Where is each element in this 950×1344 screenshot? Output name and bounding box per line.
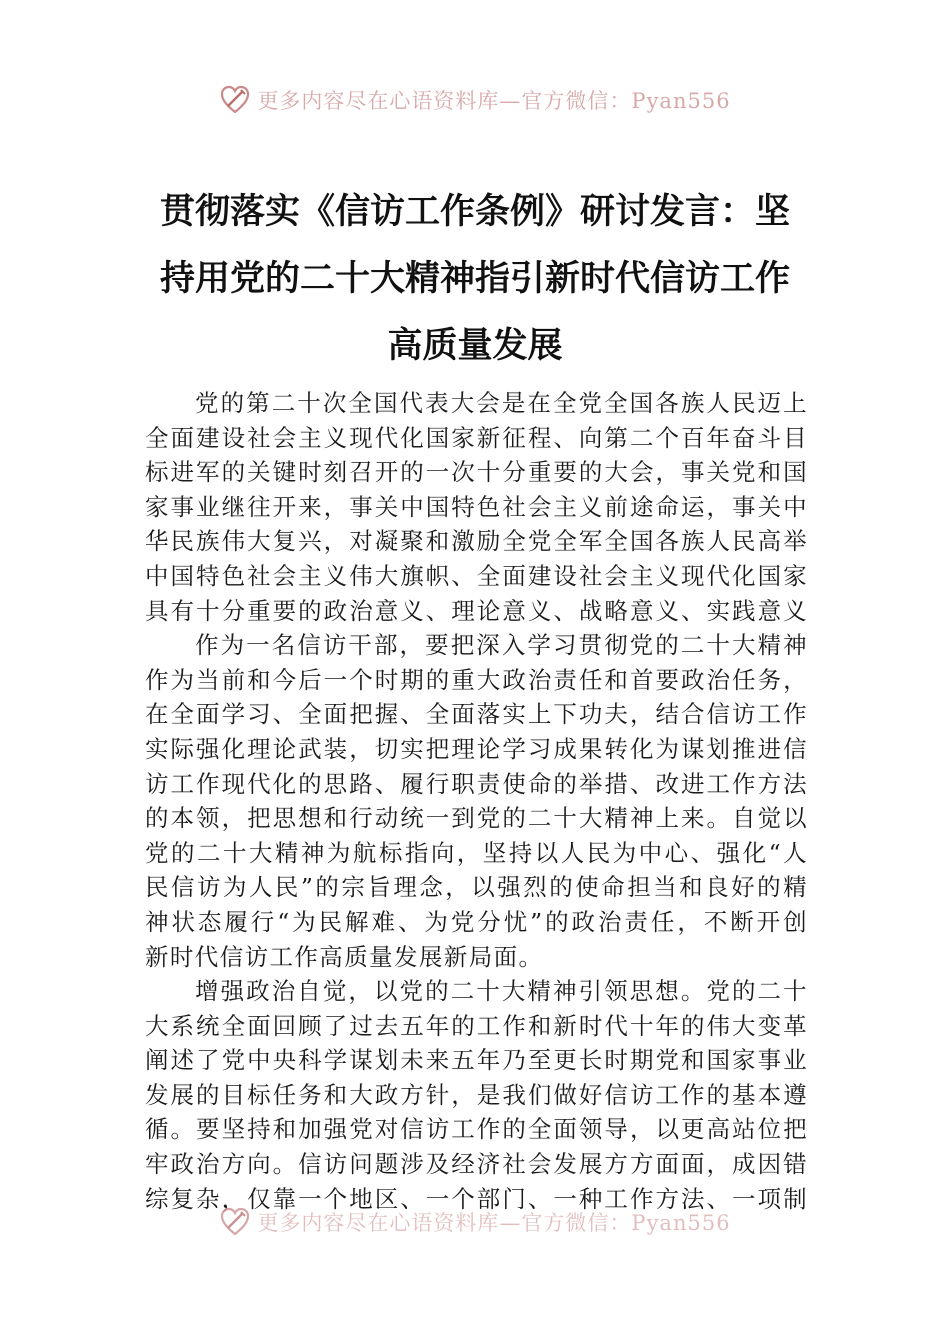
heart-pen-logo-icon (219, 84, 251, 116)
body-line: 综复杂，仅靠一个地区、一个部门、一种工作方法、一项制 (145, 1184, 808, 1213)
body-line: 神状态履行“为民解难、为党分忧”的政治责任，不断开创 (145, 907, 808, 936)
title-line: 高质量发展 (387, 325, 563, 366)
body-line: 作为一名信访干部，要把深入学习贯彻党的二十大精神 (195, 631, 808, 660)
body-line: 在全面学习、全面把握、全面落实上下功夫，结合信访工作 (145, 700, 808, 729)
body-line: 家事业继往开来，事关中国特色社会主义前途命运，事关中 (145, 492, 808, 521)
body-line: 大系统全面回顾了过去五年的工作和新时代十年的伟大变革 (145, 1011, 808, 1040)
body-line: 党的二十大精神为航标指向，坚持以人民为中心、强化“人 (145, 838, 808, 867)
body-line: 循。要坚持和加强党对信访工作的全面领导，以更高站位把 (145, 1115, 808, 1144)
body-line: 标进军的关键时刻召开的一次十分重要的大会，事关党和国 (145, 458, 808, 487)
body-line: 具有十分重要的政治意义、理论意义、战略意义、实践意义 (145, 596, 808, 625)
document-title (145, 178, 805, 379)
watermark-footer (0, 1206, 950, 1238)
heart-pen-logo-icon (219, 1206, 251, 1238)
title-line: 持用党的二十大精神指引新时代信访工作 (159, 258, 790, 299)
body-line: 民信访为人民”的宗旨理念，以强烈的使命担当和良好的精 (145, 873, 808, 902)
body-line: 中国特色社会主义伟大旗帜、全面建设社会主义现代化国家 (145, 561, 808, 590)
watermark-text: 更多内容尽在心语资料库—官方微信：Pyan556 (257, 1211, 731, 1235)
body-line: 新时代信访工作高质量发展新局面。 (145, 942, 544, 971)
title-line: 贯彻落实《信访工作条例》研讨发言：坚 (159, 191, 790, 232)
watermark-header (0, 84, 950, 116)
body-line: 访工作现代化的思路、履行职责使命的举措、改进工作方法 (145, 769, 808, 798)
body-line: 全面建设社会主义现代化国家新征程、向第二个百年奋斗目 (145, 423, 808, 452)
body-line: 作为当前和今后一个时期的重大政治责任和首要政治任务， (145, 665, 808, 694)
body-line: 实际强化理论武装，切实把理论学习成果转化为谋划推进信 (145, 734, 808, 763)
watermark-text: 更多内容尽在心语资料库—官方微信：Pyan556 (257, 89, 731, 113)
document-body (145, 386, 808, 1216)
body-line: 的本领，把思想和行动统一到党的二十大精神上来。自觉以 (145, 804, 808, 833)
body-line: 增强政治自觉，以党的二十大精神引领思想。党的二十 (195, 977, 808, 1006)
body-line: 牢政治方向。信访问题涉及经济社会发展方方面面，成因错 (145, 1150, 808, 1179)
body-line: 党的第二十次全国代表大会是在全党全国各族人民迈上 (195, 389, 808, 417)
body-line: 阐述了党中央科学谋划未来五年乃至更长时期党和国家事业 (145, 1046, 808, 1075)
body-line: 华民族伟大复兴，对凝聚和激励全党全军全国各族人民高举 (145, 527, 808, 556)
body-line: 发展的目标任务和大政方针，是我们做好信访工作的基本遵 (145, 1080, 808, 1109)
